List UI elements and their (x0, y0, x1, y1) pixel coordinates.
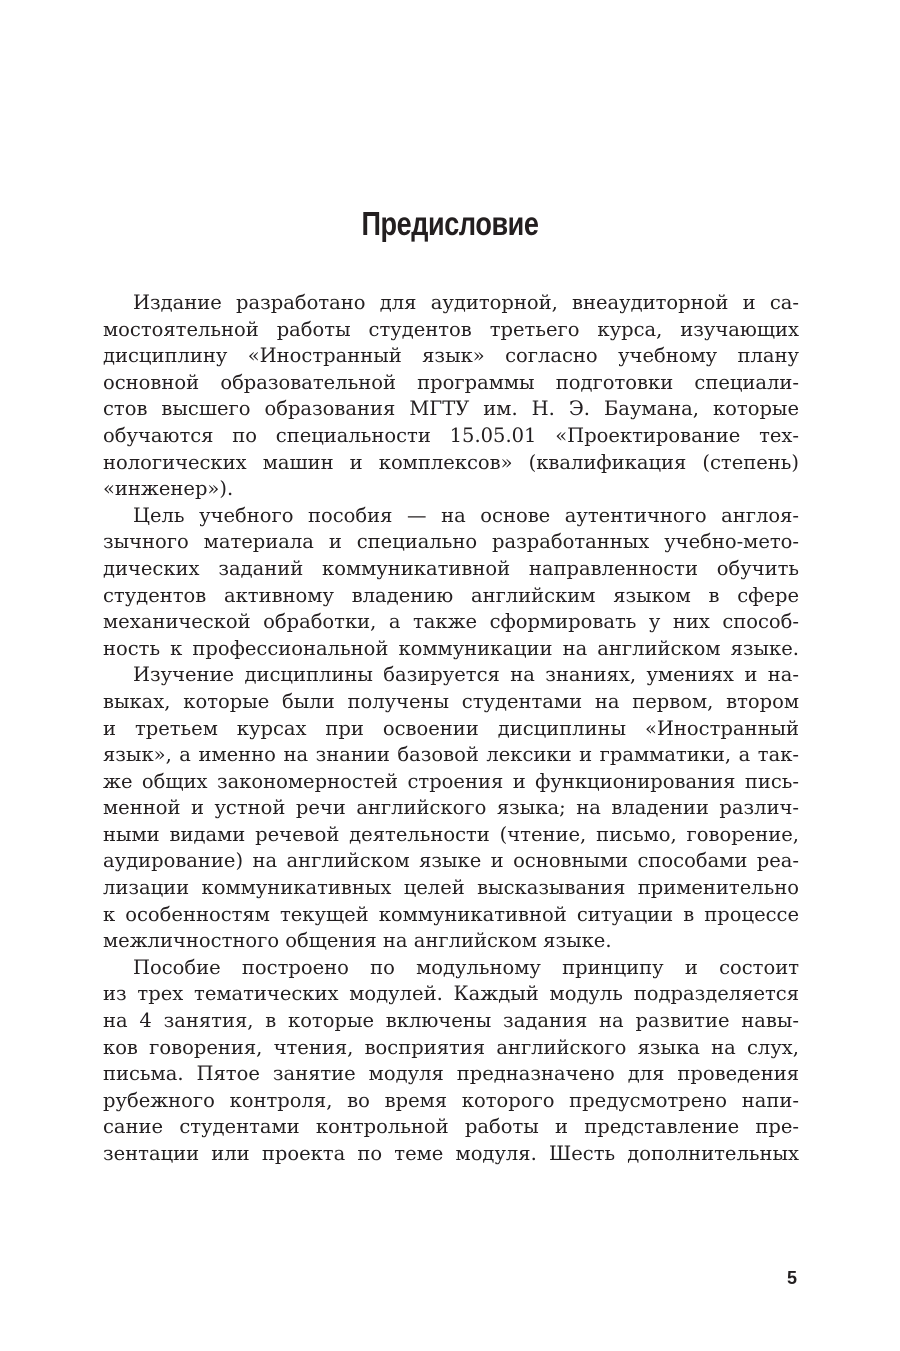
text-line: Пособие построено по модульному принципу и состоит (133, 955, 799, 979)
text-line: зентации или проекта по теме модуля. Шесть дополнительных (103, 1142, 799, 1165)
text-line: лизации коммуникативных целей высказывания применительно (103, 876, 799, 900)
text-line: «инженер»). (103, 477, 234, 501)
text-line: дисциплину «Иностранный язык» согласно учебному плану (103, 344, 799, 368)
text-line: стов высшего образования МГТУ им. Н. Э. Баумана, которые (103, 397, 799, 421)
text-line: Цель учебного пособия — на основе аутентичного англоя- (133, 503, 799, 527)
text-line: аудирование) на английском языке и основными способами реа- (103, 849, 799, 873)
page-number: 5 (786, 1268, 797, 1288)
text-line: же общих закономерностей строения и функционирования пись- (103, 769, 799, 793)
text-line: основной образовательной программы подготовки специали- (103, 370, 799, 394)
text-line: к особенностям текущей коммуникативной ситуации в процессе (103, 902, 799, 926)
preface-body (103, 290, 799, 1168)
text-line: из трех тематических модулей. Каждый модуль подразделяется (103, 982, 799, 1006)
text-line: обучаются по специальности 15.05.01 «Проектирование тех- (103, 423, 799, 447)
text-line: на 4 занятия, в которые включены задания на развитие навы- (103, 1009, 799, 1033)
text-line: рубежного контроля, во время которого предусмотрено напи- (103, 1088, 799, 1112)
text-line: ков говорения, чтения, восприятия английского языка на слух, (103, 1035, 799, 1059)
text-line: нологических машин и комплексов» (квалификация (степень) (103, 450, 799, 474)
text-line: язык», а именно на знании базовой лексики и грамматики, а так- (103, 743, 799, 767)
text-line: Изучение дисциплины базируется на знаниях, умениях и на- (133, 663, 799, 687)
text-line: зычного материала и специально разработанных учебно-мето- (103, 530, 799, 554)
text-line: и третьем курсах при освоении дисциплины «Иностранный (103, 716, 799, 740)
text-line: межличностного общения на английском языке. (103, 929, 612, 953)
text-line: выках, которые были получены студентами на первом, втором (103, 689, 799, 713)
text-line: мостоятельной работы студентов третьего курса, изучающих (103, 317, 799, 341)
text-line: ность к профессиональной коммуникации на английском языке. (103, 636, 799, 660)
page-title: Предисловие (361, 205, 539, 242)
text-line: менной и устной речи английского языка; на владении различ- (103, 796, 799, 820)
text-line: сание студентами контрольной работы и представление пре- (103, 1115, 799, 1139)
text-line: Издание разработано для аудиторной, внеаудиторной и са- (133, 291, 799, 314)
text-line: ными видами речевой деятельности (чтение, письмо, говорение, (103, 822, 799, 846)
text-line: дических заданий коммуникативной направленности обучить (103, 556, 799, 580)
text-line: письма. Пятое занятие модуля предназначено для проведения (103, 1062, 799, 1086)
text-line: студентов активному владению английским языком в сфере (103, 583, 799, 607)
text-line: механической обработки, а также сформировать у них способ- (103, 610, 799, 634)
